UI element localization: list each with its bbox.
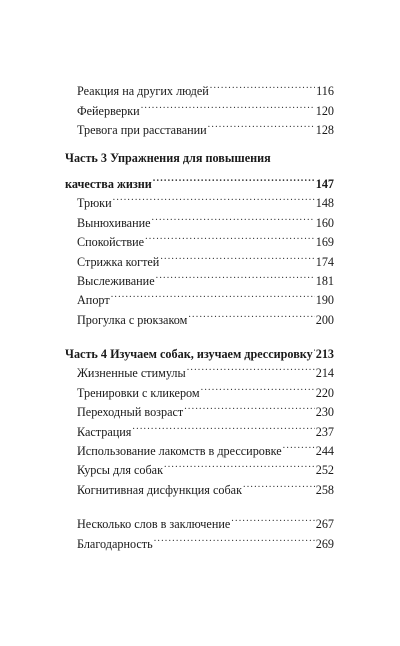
toc-entry-title: Тренировки с кликером	[77, 385, 200, 400]
dot-leader	[283, 436, 315, 455]
toc-entry-title: Курсы для собак	[77, 463, 164, 478]
toc-entry-page: 120	[315, 103, 334, 118]
part3-heading-line2: качества жизни	[65, 176, 152, 191]
dot-leader	[111, 285, 315, 304]
dot-leader	[201, 377, 315, 396]
toc-entry-page: 244	[315, 444, 334, 459]
toc-entry-title: Спокойствие	[77, 235, 145, 250]
toc-entry-title: Использование лакомств в дрессировке	[77, 444, 282, 459]
toc-entry-title: Фейерверки	[77, 103, 140, 118]
toc-entry-page: 269	[315, 536, 334, 551]
dot-leader	[141, 95, 315, 114]
toc-entry-page: 220	[315, 385, 334, 400]
dot-leader	[314, 339, 315, 358]
toc-entry	[65, 509, 334, 532]
toc-entry-page: 252	[315, 463, 334, 478]
dot-leader	[184, 397, 314, 416]
toc-entry-title: Жизненные стимулы	[77, 366, 186, 381]
part3-heading-line1: Часть 3 Упражнения для повышения	[65, 151, 271, 166]
toc-entry-title: Кастрация	[77, 424, 132, 439]
dot-leader	[113, 188, 315, 207]
toc-entry-title: Несколько слов в заключение	[77, 517, 231, 532]
toc-entry-page: 116	[316, 84, 334, 99]
toc-entry-title: Когнитивная дисфункция собак	[77, 482, 242, 497]
toc-entry-page: 214	[315, 366, 334, 381]
dot-leader	[210, 76, 315, 95]
toc-entry-page: 160	[315, 215, 334, 230]
toc-entry-page: 200	[315, 312, 334, 327]
dot-leader	[152, 207, 315, 226]
toc-entry-title: Апорт	[77, 293, 110, 308]
toc-entry-page: 128	[315, 123, 334, 138]
part3-heading	[65, 169, 334, 191]
part4-heading	[65, 339, 334, 362]
toc-entry-title: Благодарность	[77, 536, 153, 551]
toc-entry-page: 181	[315, 273, 334, 288]
toc-entry-title: Прогулка с рюкзаком	[77, 312, 188, 327]
toc-entry-page: 258	[315, 482, 334, 497]
toc-entry-page: 190	[315, 293, 334, 308]
toc-entry-title: Трюки	[77, 196, 112, 211]
dot-leader	[208, 115, 315, 134]
toc-entry-title: Реакция на других людей	[77, 84, 209, 99]
toc-entry-title: Стрижка когтей	[77, 254, 160, 269]
dot-leader	[153, 169, 315, 188]
dot-leader	[156, 266, 315, 285]
dot-leader	[154, 528, 315, 547]
toc-entry-title: Вынюхивание	[77, 215, 151, 230]
dot-leader	[145, 227, 315, 246]
dot-leader	[188, 304, 314, 323]
dot-leader	[160, 246, 314, 265]
toc-entry-page: 237	[315, 424, 334, 439]
toc-entry-title: Тревога при расставании	[77, 123, 207, 138]
table-of-contents	[65, 76, 334, 551]
part4-heading-title: Часть 4 Изучаем собак, изучаем дрессировку	[65, 347, 313, 362]
part3-page: 147	[315, 176, 334, 191]
part4-page: 213	[315, 347, 334, 362]
dot-leader	[187, 358, 315, 377]
toc-entry-page: 267	[315, 517, 334, 532]
toc-entry	[65, 76, 334, 99]
toc-entry-page: 148	[315, 196, 334, 211]
toc-entry-page: 169	[315, 235, 334, 250]
dot-leader	[231, 509, 314, 528]
toc-entry-page: 230	[315, 405, 334, 420]
dot-leader	[132, 416, 314, 435]
toc-entry-title: Переходный возраст	[77, 405, 184, 420]
dot-leader	[164, 455, 315, 474]
toc-entry-title: Выслеживание	[77, 273, 155, 288]
toc-entry-page: 174	[315, 254, 334, 269]
dot-leader	[243, 474, 315, 493]
